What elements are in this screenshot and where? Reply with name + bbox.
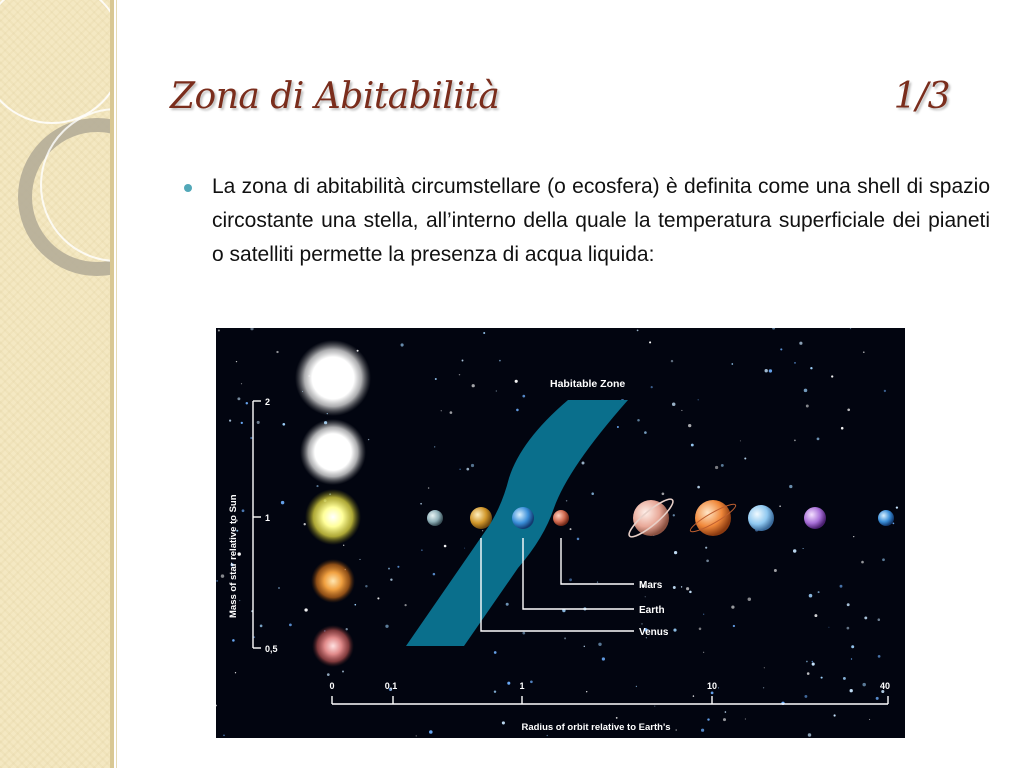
background-star	[429, 730, 433, 734]
x-tick-1: 1	[519, 681, 525, 691]
background-star	[420, 503, 422, 505]
background-star	[644, 431, 647, 434]
background-star	[388, 568, 390, 570]
background-star	[343, 545, 344, 546]
background-star	[703, 652, 704, 653]
x-axis	[332, 696, 888, 704]
background-star	[472, 384, 475, 387]
planet-mars	[553, 510, 569, 526]
background-star	[281, 501, 284, 504]
background-star	[810, 367, 812, 369]
background-star	[662, 492, 665, 495]
background-star	[221, 574, 224, 577]
background-star	[582, 462, 585, 465]
background-star	[435, 378, 437, 380]
background-star	[459, 374, 460, 375]
background-star	[745, 718, 746, 719]
background-star	[522, 395, 525, 398]
background-star	[260, 625, 263, 628]
background-star	[216, 705, 217, 707]
background-star	[681, 410, 682, 411]
background-star	[806, 661, 808, 663]
planet-neptune	[804, 507, 826, 529]
background-star	[774, 569, 777, 572]
background-star	[674, 551, 677, 554]
background-star	[276, 351, 278, 353]
background-star	[831, 375, 833, 377]
label-venus: Venus	[639, 627, 669, 638]
background-star	[617, 426, 619, 428]
background-star	[818, 591, 820, 593]
background-star	[673, 629, 676, 632]
background-star	[616, 717, 618, 719]
background-star	[691, 444, 694, 447]
background-star	[688, 424, 691, 427]
background-star	[862, 683, 865, 686]
background-star	[808, 733, 811, 736]
background-star	[847, 627, 850, 630]
background-star	[850, 689, 853, 692]
background-star	[821, 677, 823, 679]
decorative-side-band	[0, 0, 112, 768]
bullet-dot	[184, 184, 192, 192]
planet-mercury	[427, 510, 443, 526]
background-star	[697, 486, 700, 489]
background-star	[236, 361, 237, 362]
background-star	[672, 402, 676, 406]
background-star	[654, 706, 655, 707]
background-star	[701, 729, 704, 732]
background-star	[515, 380, 518, 383]
background-star	[242, 509, 245, 512]
background-star	[494, 651, 497, 654]
background-star	[421, 549, 423, 551]
background-star	[689, 591, 692, 594]
background-star	[241, 383, 242, 384]
planet-pluto	[878, 510, 894, 526]
background-star	[404, 604, 406, 606]
background-star	[884, 390, 886, 392]
background-star	[721, 464, 724, 467]
background-star	[327, 673, 330, 676]
background-star	[368, 439, 369, 440]
background-star	[705, 547, 707, 549]
planet-jupiter	[688, 500, 738, 536]
label-mars: Mars	[639, 580, 663, 591]
background-star	[841, 427, 844, 430]
background-star	[850, 328, 851, 329]
background-star	[569, 578, 572, 581]
background-star	[853, 536, 854, 537]
background-star	[723, 718, 726, 721]
background-star	[807, 672, 810, 675]
background-star	[706, 559, 709, 562]
background-star	[232, 639, 235, 642]
background-star	[522, 632, 525, 635]
background-star	[483, 332, 485, 334]
background-star	[769, 369, 772, 372]
label-earth: Earth	[639, 605, 665, 616]
y-axis-label: Mass of star relative to Sun	[228, 494, 239, 618]
star-orange	[311, 559, 355, 603]
background-star	[806, 405, 809, 408]
background-star	[834, 714, 836, 716]
background-star	[673, 514, 675, 516]
background-star	[882, 558, 885, 561]
background-star	[530, 680, 533, 683]
background-star	[496, 390, 497, 391]
background-star	[851, 645, 854, 648]
page-indicator: 1/3	[893, 76, 950, 117]
band-edge-line	[110, 0, 114, 768]
background-star	[878, 618, 881, 621]
background-star	[896, 506, 898, 508]
background-star	[812, 663, 815, 666]
background-star	[681, 586, 682, 587]
background-star	[577, 538, 580, 541]
background-star	[789, 485, 792, 488]
y-tick-0-5: 0,5	[265, 644, 278, 654]
background-star	[763, 687, 764, 688]
background-star	[359, 559, 360, 560]
background-star	[229, 420, 231, 422]
background-star	[876, 697, 879, 700]
background-star	[239, 600, 240, 601]
background-star	[377, 597, 379, 599]
background-star	[246, 402, 248, 404]
background-star	[441, 410, 442, 411]
background-star	[637, 419, 640, 422]
background-star	[462, 360, 464, 362]
background-star	[698, 399, 699, 400]
background-star	[707, 718, 709, 720]
star-yellow-sun	[305, 489, 361, 545]
x-tick-0-1: 0,1	[384, 681, 398, 691]
background-star	[464, 548, 465, 549]
background-star	[223, 735, 225, 737]
background-star	[597, 582, 598, 583]
background-star	[598, 643, 601, 646]
background-star	[645, 596, 646, 597]
background-star	[840, 585, 843, 588]
background-star	[893, 523, 895, 525]
background-star	[772, 328, 775, 330]
background-star	[502, 721, 505, 724]
background-star	[711, 692, 714, 695]
y-tick-2: 2	[265, 397, 271, 407]
background-star	[748, 597, 751, 600]
background-star	[675, 729, 677, 731]
background-star	[216, 580, 218, 582]
background-star	[803, 548, 804, 549]
background-star	[499, 360, 501, 362]
background-star	[809, 594, 813, 598]
background-star	[794, 362, 796, 364]
background-star	[566, 500, 568, 502]
background-star	[699, 628, 702, 631]
background-star	[843, 677, 846, 680]
background-star	[715, 466, 718, 469]
background-star	[586, 691, 587, 692]
star-red-dwarf	[312, 625, 354, 667]
background-star	[471, 464, 474, 467]
background-star	[847, 603, 850, 606]
background-star	[861, 561, 864, 564]
background-star	[564, 637, 566, 639]
background-star	[718, 687, 719, 688]
background-star	[241, 422, 243, 424]
decorative-ring	[0, 0, 112, 124]
background-star	[869, 719, 870, 720]
background-star	[304, 608, 307, 611]
background-star	[765, 369, 768, 372]
background-star	[250, 328, 253, 330]
background-star	[744, 457, 746, 459]
planet-saturn	[625, 495, 677, 542]
background-star	[636, 686, 637, 687]
x-axis-label: Radius of orbit relative to Earth's	[521, 722, 671, 733]
background-star	[304, 523, 306, 525]
x-tick-40: 40	[879, 681, 891, 691]
planet-uranus	[748, 505, 774, 531]
background-star	[482, 530, 483, 531]
background-star	[812, 661, 814, 663]
background-star	[649, 341, 651, 343]
background-star	[764, 667, 765, 668]
background-star	[671, 360, 673, 362]
background-star	[416, 735, 417, 736]
background-star	[794, 440, 796, 442]
y-tick-1: 1	[265, 513, 271, 523]
background-star	[547, 735, 548, 736]
background-star	[506, 603, 509, 606]
background-star	[793, 549, 796, 552]
background-star	[282, 423, 285, 426]
background-star	[218, 329, 220, 331]
background-star	[450, 411, 453, 414]
background-star	[354, 604, 356, 606]
x-tick-0: 0	[329, 681, 335, 691]
y-axis	[253, 401, 261, 648]
background-star	[434, 446, 435, 447]
habitable-zone-diagram	[216, 328, 905, 738]
band-edge-line-thin	[116, 0, 117, 768]
background-star	[591, 492, 594, 495]
background-star	[740, 440, 741, 441]
background-star	[428, 487, 430, 489]
background-star	[342, 671, 344, 673]
star-white	[300, 419, 366, 485]
x-tick-10: 10	[706, 681, 718, 691]
background-star	[584, 646, 585, 647]
title-text: Zona di Abitabilità	[170, 76, 500, 117]
background-star	[814, 614, 817, 617]
background-star	[397, 566, 399, 568]
background-star	[851, 658, 852, 659]
background-star	[433, 573, 436, 576]
background-star	[602, 657, 605, 660]
background-star	[237, 397, 240, 400]
background-star	[637, 330, 639, 332]
background-star	[799, 342, 802, 345]
background-star	[390, 578, 392, 580]
background-star	[235, 672, 236, 673]
planet-venus	[470, 507, 492, 529]
background-star	[494, 690, 496, 692]
background-star	[731, 605, 734, 608]
background-star	[316, 485, 318, 487]
background-star	[686, 587, 689, 590]
background-star	[516, 409, 519, 412]
background-star	[804, 389, 808, 393]
bullet-text: La zona di abitabilità circumstellare (o ecosfera) è definita come una shell di spazio circostante una stella, all’interno della quale la temperatura superficiale dei pianeti o satelliti permette la presenza di acqua liquida:	[212, 175, 990, 266]
background-star	[278, 587, 280, 589]
background-star	[731, 363, 733, 365]
background-star	[651, 386, 653, 388]
background-star	[385, 625, 388, 628]
background-star	[847, 408, 850, 411]
background-star	[365, 585, 367, 587]
background-star	[817, 438, 820, 441]
background-star	[289, 624, 292, 627]
background-star	[733, 625, 735, 627]
background-star	[641, 623, 642, 624]
habitable-zone-label: Habitable Zone	[550, 378, 626, 390]
background-star	[779, 505, 781, 507]
background-star	[444, 545, 447, 548]
planet-earth	[512, 507, 534, 529]
background-star	[693, 695, 694, 696]
background-star	[507, 682, 510, 685]
background-star	[828, 627, 829, 628]
background-star	[459, 469, 461, 471]
background-star	[864, 616, 867, 619]
background-star	[878, 655, 881, 658]
background-star	[804, 695, 807, 698]
background-star	[250, 437, 252, 439]
background-star	[466, 468, 469, 471]
background-star	[863, 351, 865, 353]
background-star	[257, 421, 260, 424]
background-star	[570, 528, 572, 530]
slide-title	[170, 76, 950, 126]
background-star	[673, 586, 676, 589]
background-star	[780, 348, 782, 350]
background-star	[703, 614, 704, 615]
star-white-large	[295, 340, 371, 416]
background-star	[725, 711, 727, 713]
background-star	[401, 343, 404, 346]
